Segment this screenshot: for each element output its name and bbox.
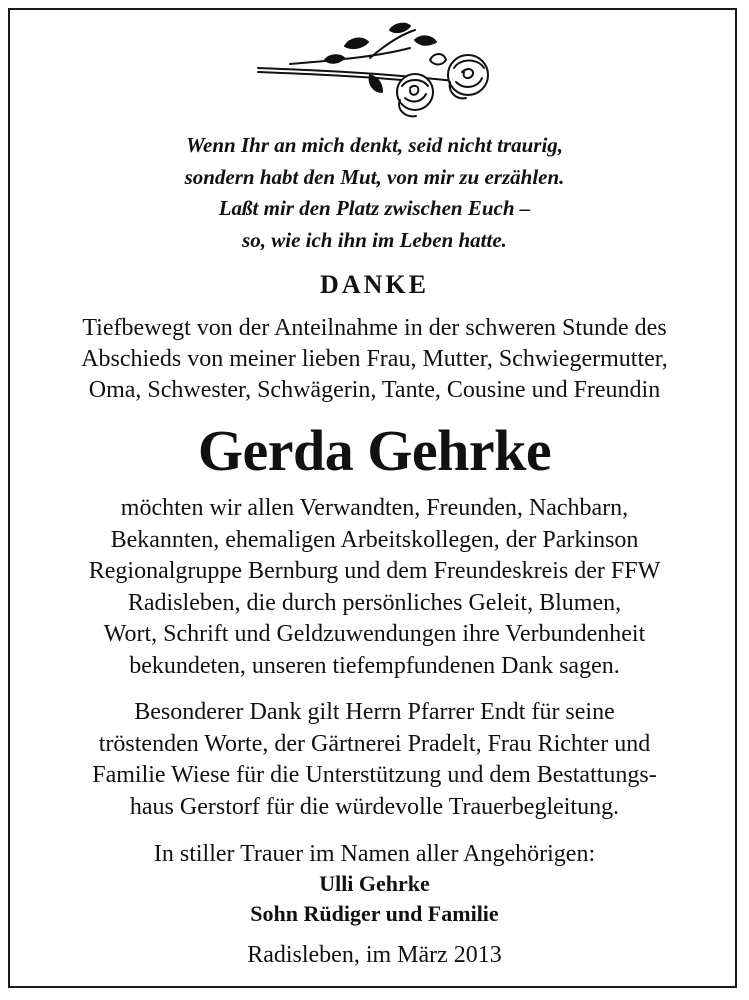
paragraph-line: Bekannten, ehemaligen Arbeitskollegen, der Parkinson — [110, 526, 639, 553]
signature-intro: In stiller Trauer im Namen aller Angehörigen: — [153, 841, 596, 867]
poem-line: Wenn Ihr an mich denkt, seid nicht traurig, — [185, 133, 564, 157]
paragraph-line: bekundeten, unseren tiefempfundenen Dank sagen. — [129, 652, 620, 679]
intro-line: Oma, Schwester, Schwägerin, Tante, Cousine und Freundin — [88, 377, 661, 403]
paragraph-line: Besonderer Dank gilt Herrn Pfarrer Endt für seine — [134, 699, 615, 725]
signature-family: Sohn Rüdiger und Familie — [250, 901, 499, 926]
poem-line: so, wie ich ihn im Leben hatte. — [242, 227, 507, 252]
intro-line: Abschieds von meiner lieben Frau, Mutter, Schwiegermutter, — [81, 346, 668, 372]
paragraph-line: Regionalgruppe Bernburg und dem Freundeskreis der FFW — [88, 558, 661, 584]
paragraph-line: haus Gerstorf für die würdevolle Trauerbegleitung. — [129, 793, 620, 820]
poem-quote — [0, 130, 749, 256]
signature-block — [0, 839, 749, 929]
poem-line: Laßt mir den Platz zwischen Euch – — [218, 196, 531, 220]
deceased-name: Gerda Gehrke — [197, 418, 552, 483]
place-date: Radisleben, im März 2013 — [247, 942, 502, 968]
paragraph-line: tröstenden Worte, der Gärtnerei Pradelt, Frau Richter und — [98, 730, 651, 757]
poem-line: sondern habt den Mut, von mir zu erzählen. — [184, 164, 565, 189]
intro-text — [0, 313, 749, 406]
paragraph-line: Familie Wiese für die Unterstützung und dem Bestattungs- — [92, 762, 657, 788]
paragraph-line: Radisleben, die durch persönliches Geleit, Blumen, — [127, 589, 622, 616]
paragraph-line: möchten wir allen Verwandten, Freunden, Nachbarn, — [120, 495, 629, 521]
signature-name: Ulli Gehrke — [319, 871, 430, 896]
thanks-paragraph — [0, 493, 749, 682]
special-thanks-paragraph — [0, 697, 749, 823]
heading-danke: DANKE — [320, 270, 429, 299]
roses-icon — [250, 20, 500, 125]
intro-line: Tiefbewegt von der Anteilnahme in der schweren Stunde des — [82, 315, 667, 341]
paragraph-line: Wort, Schrift und Geldzuwendungen ihre Verbundenheit — [103, 621, 646, 647]
